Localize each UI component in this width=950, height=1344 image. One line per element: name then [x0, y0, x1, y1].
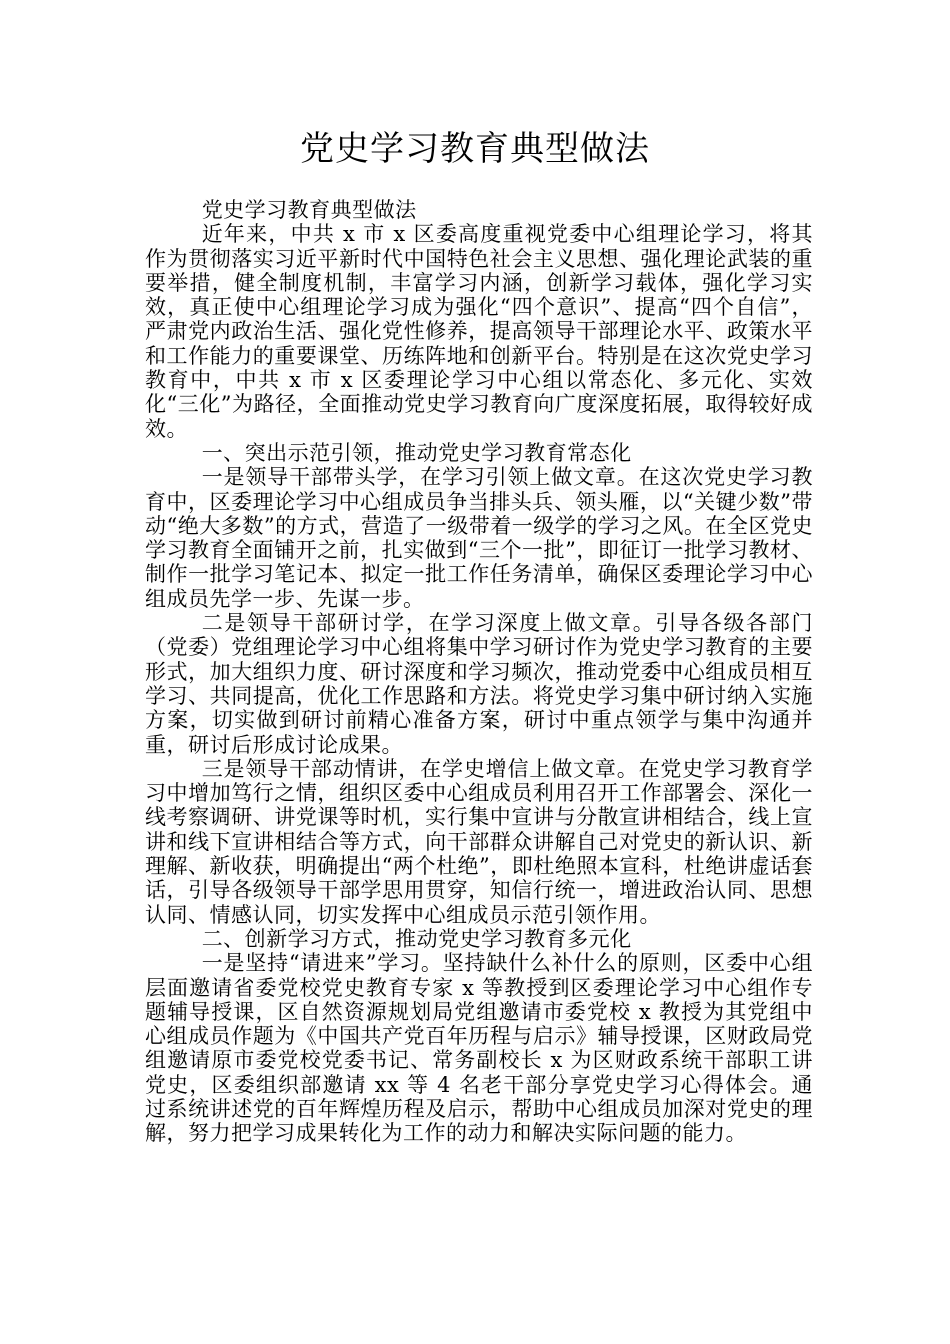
section-heading-2: 二、创新学习方式，推动党史学习教育多元化 [201, 926, 632, 951]
paragraph-intro: 近年来，中共 x 市 x 区委高度重视党委中心组理论学习，将其作为贯彻落实习近平新时代中国特色社会主义思想、强化理论武装的重要举措，健全制度机制，丰富学习内涵，创新学习载体，强化学习实效，真正使中心组理论学习成为强化“四个意识”、提高“四个自信”，严肃党内政治生活、强化党性修养，提高领导干部理论水平、政策水平和工作能力的重要课堂、历练阵地和创新平台。特别是在这次党史学习教育中，中共 x 市 x 区委理论学习中心组以常态化、多元化、实效化“三化”为路径，全面推动党史学习教育向广度深度拓展，取得较好成效。 [145, 222, 813, 441]
paragraph-1-3: 三是领导干部动情讲，在学史增信上做文章。在党史学习教育学习中增加笃行之情，组织区委中心组成员利用召开工作部署会、深化一线考察调研、讲党课等时机，实行集中宣讲与分散宣讲相结合，线上宣讲和线下宣讲相结合等方式，向干部群众讲解自己对党史的新认识、新理解、新收获，明确提出“两个杜绝”，即杜绝照本宣科，杜绝讲虚话套话，引导各级领导干部学思用贯穿，知信行统一，增进政治认同、思想认同、情感认同，切实发挥中心组成员示范引领作用。 [145, 756, 813, 927]
paragraph-subtitle: 党史学习教育典型做法 [201, 198, 417, 222]
paragraph-1-1: 一是领导干部带头学，在学习引领上做文章。在这次党史学习教育中，区委理论学习中心组成员争当排头兵、领头雁，以“关键少数”带动“绝大多数”的方式，营造了一级带着一级学的学习之风。在全区党史学习教育全面铺开之前，扎实做到“三个一批”，即征订一批学习教材、制作一批学习笔记本、拟定一批工作任务清单，确保区委理论学习中心组成员先学一步、先谋一步。 [145, 465, 813, 611]
paragraph-1-2: 二是领导干部研讨学，在学习深度上做文章。引导各级各部门（党委）党组理论学习中心组将集中学习研讨作为党史学习教育的主要形式，加大组织力度、研讨深度和学习频次，推动党委中心组成员相互学习、共同提高，优化工作思路和方法。将党史学习集中研讨纳入实施方案，切实做到研讨前精心准备方案，研讨中重点领学与集中沟通并重，研讨后形成讨论成果。 [145, 611, 813, 757]
document-title: 党史学习教育典型做法 [300, 129, 650, 169]
section-heading-1: 一、突出示范引领，推动党史学习教育常态化 [201, 440, 632, 465]
paragraph-2-1: 一是坚持“请进来”学习。坚持缺什么补什么的原则，区委中心组层面邀请省委党校党史教育专家 x 等教授到区委理论学习中心组作专题辅导授课，区自然资源规划局党组邀请市委党校 x 教授为其党组中心组成员作题为《中国共产党百年历程与启示》辅导授课，区财政局党组邀请原市委党校党委书记、常务副校长 x 为区财政系统干部职工讲党史，区委组织部邀请 xx 等 4 名老干部分享党史学习心得体会。通过系统讲述党的百年辉煌历程及启示，帮助中心组成员加深对党史的理解，努力把学习成果转化为工作的动力和解决实际问题的能力。 [145, 951, 813, 1146]
document-body [145, 198, 813, 1146]
